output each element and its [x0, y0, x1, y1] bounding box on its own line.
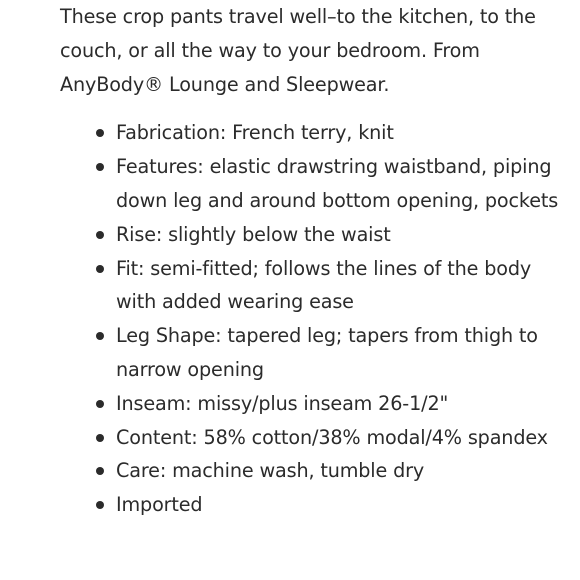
- feature-rise: Rise: slightly below the waist: [116, 222, 391, 246]
- list-item: [60, 252, 572, 320]
- feature-fit: Fit: semi-fitted; follows the lines of the body with added wearing ease: [116, 256, 532, 314]
- list-item: [60, 421, 572, 455]
- feature-inseam: Inseam: missy/plus inseam 26-1/2": [116, 391, 449, 415]
- list-item: [60, 488, 572, 522]
- feature-origin: Imported: [116, 493, 203, 517]
- list-item: [60, 454, 572, 488]
- feature-fabrication: Fabrication: French terry, knit: [116, 121, 394, 145]
- bullet-icon: [96, 501, 104, 509]
- list-item: [60, 150, 572, 218]
- list-item: [60, 319, 572, 387]
- feature-leg-shape: Leg Shape: tapered leg; tapers from thigh to narrow opening: [116, 324, 538, 381]
- bullet-icon: [96, 332, 104, 340]
- bullet-icon: [96, 434, 104, 442]
- list-item: [60, 116, 572, 150]
- bullet-icon: [96, 467, 104, 475]
- bullet-icon: [96, 400, 104, 408]
- product-description: These crop pants travel well–to the kitchen, to the couch, or all the way to your bedroom. From AnyBody® Lounge and Sleepwear.: [60, 5, 536, 96]
- bullet-icon: [96, 129, 104, 137]
- feature-features: Features: elastic drawstring waistband, piping down leg and around bottom opening, pockets: [116, 155, 559, 212]
- bullet-icon: [96, 265, 104, 273]
- product-feature-list: [60, 116, 572, 522]
- list-item: [60, 218, 572, 252]
- feature-content: Content: 58% cotton/38% modal/4% spandex: [116, 425, 548, 449]
- bullet-icon: [96, 231, 104, 239]
- list-item: [60, 387, 572, 421]
- bullet-icon: [96, 163, 104, 171]
- feature-care: Care: machine wash, tumble dry: [116, 459, 425, 483]
